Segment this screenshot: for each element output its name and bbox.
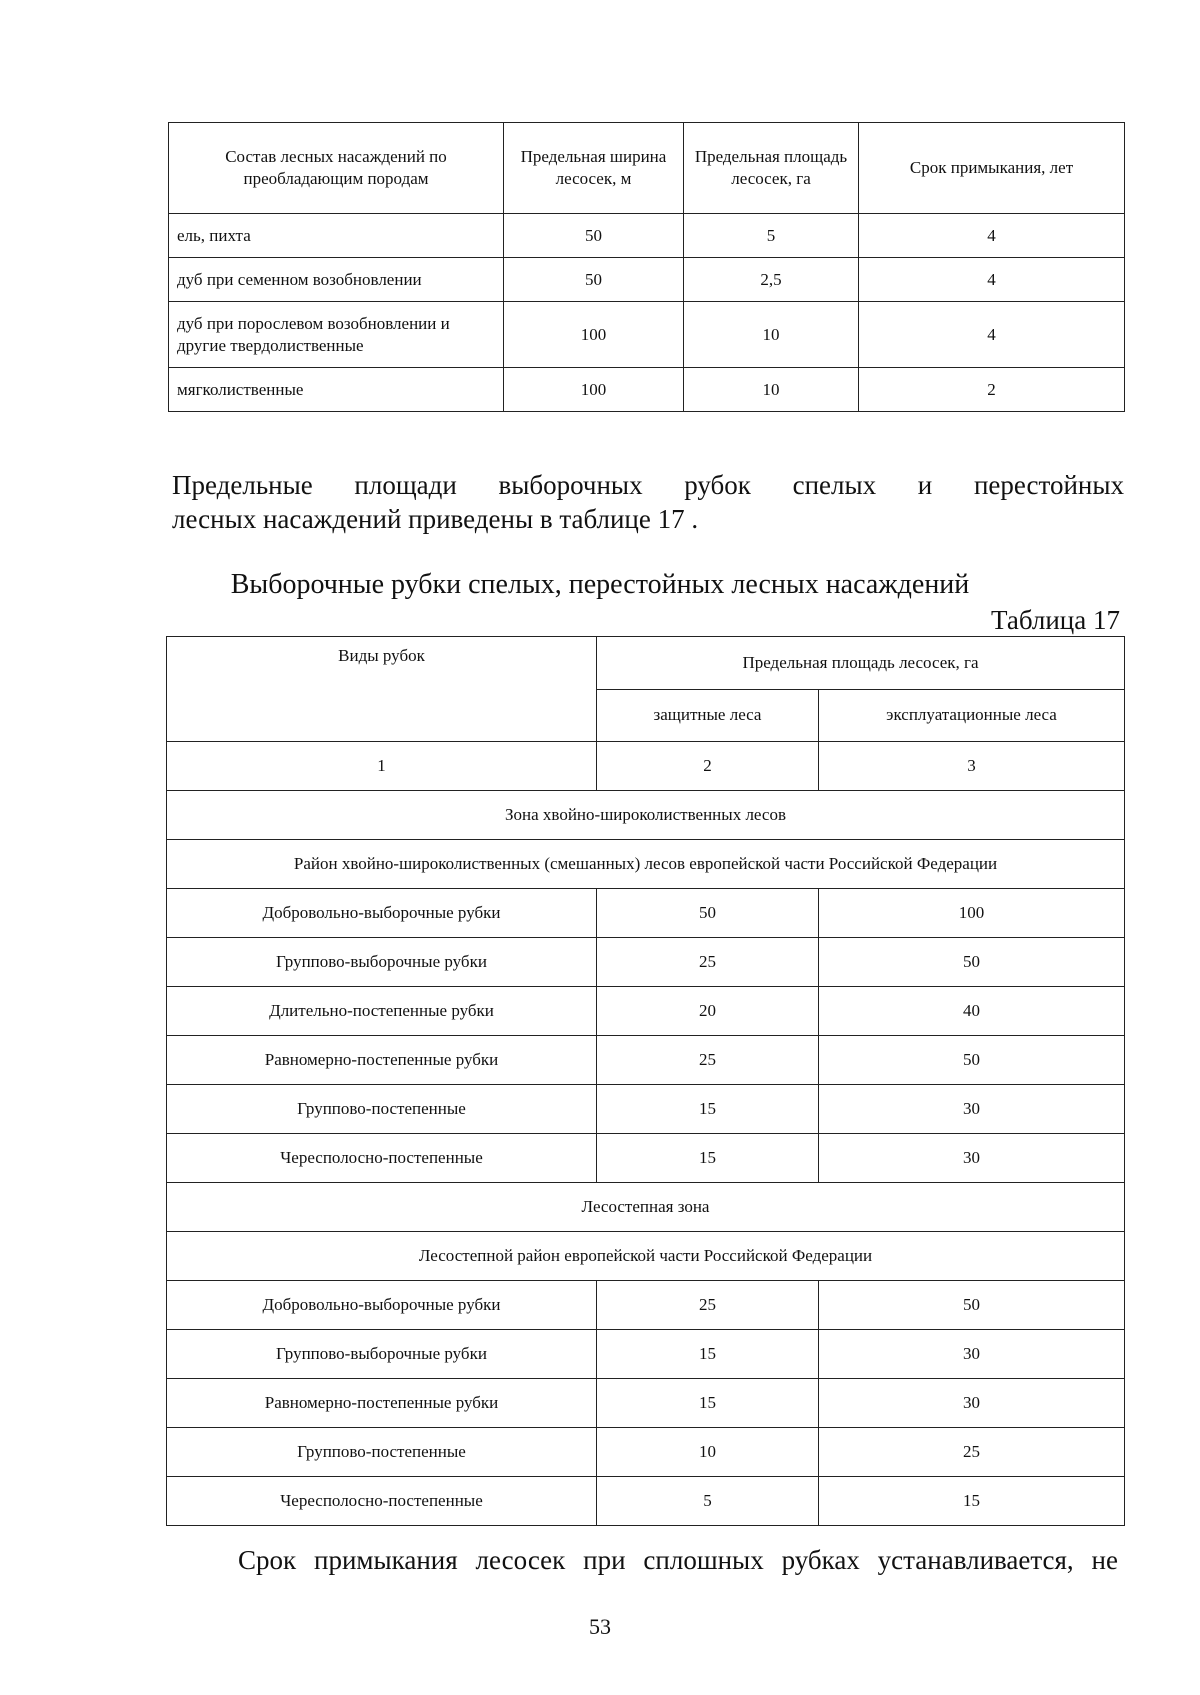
table-cell: Длительно-постепенные рубки xyxy=(167,987,597,1036)
table-cell: 4 xyxy=(859,214,1125,258)
table-cell: 5 xyxy=(597,1477,819,1526)
table-cell: дуб при семенном возобновлении xyxy=(169,258,504,302)
table-cell: 50 xyxy=(819,1281,1125,1330)
table-cell: 100 xyxy=(504,302,684,368)
table-cell: Добровольно-выборочные рубки xyxy=(167,889,597,938)
table-row xyxy=(167,987,1125,1036)
table-cell: 40 xyxy=(819,987,1125,1036)
table-cell: 1 xyxy=(167,742,597,791)
table-cell: 50 xyxy=(819,938,1125,987)
table-row xyxy=(167,1085,1125,1134)
table-header-row xyxy=(169,123,1125,214)
header-max-area: Предельная площадь лесосек, га xyxy=(684,123,859,214)
table-cell: 15 xyxy=(819,1477,1125,1526)
table-row xyxy=(169,368,1125,412)
zone-label: Зона хвойно-широколиственных лесов xyxy=(167,791,1125,840)
table-cell: Равномерно-постепенные рубки xyxy=(167,1379,597,1428)
table-row xyxy=(169,302,1125,368)
table-cell: 20 xyxy=(597,987,819,1036)
page-number: 53 xyxy=(589,1614,611,1639)
table-header-row xyxy=(167,637,1125,690)
selective-cutting-table xyxy=(166,636,1125,1526)
region-row xyxy=(167,1232,1125,1281)
table-row xyxy=(167,1134,1125,1183)
table-cell: 2 xyxy=(597,742,819,791)
table-cell: 3 xyxy=(819,742,1125,791)
table-cell: 15 xyxy=(597,1330,819,1379)
region-label: Лесостепной район европейской части Российской Федерации xyxy=(167,1232,1125,1281)
table-cell: 15 xyxy=(597,1379,819,1428)
table-cell: 2 xyxy=(859,368,1125,412)
table-cell: 50 xyxy=(819,1036,1125,1085)
table-cell: 4 xyxy=(859,302,1125,368)
zone-row xyxy=(167,1183,1125,1232)
table-row xyxy=(167,1036,1125,1085)
table-row xyxy=(167,1330,1125,1379)
header-protective-forests: защитные леса xyxy=(597,689,819,742)
table-cell: мягколиственные xyxy=(169,368,504,412)
table-cell: 25 xyxy=(597,1036,819,1085)
table-cell: Чересполосно-постепенные xyxy=(167,1134,597,1183)
table-cell: Группово-постепенные xyxy=(167,1428,597,1477)
paragraph-line-1: Предельные площади выборочных рубок спелых и перестойных xyxy=(172,470,1124,500)
table-cell: 10 xyxy=(684,368,859,412)
table-cell: 30 xyxy=(819,1379,1125,1428)
table-cell: ель, пихта xyxy=(169,214,504,258)
header-adjacency-term: Срок примыкания, лет xyxy=(859,123,1125,214)
table-cell: 5 xyxy=(684,214,859,258)
table-cell: 100 xyxy=(504,368,684,412)
column-number-row xyxy=(167,742,1125,791)
table-row xyxy=(169,258,1125,302)
table-cell: 10 xyxy=(597,1428,819,1477)
table-cell: Группово-выборочные рубки xyxy=(167,938,597,987)
table-row xyxy=(167,938,1125,987)
table-cell: 2,5 xyxy=(684,258,859,302)
table-cell: дуб при порослевом возобновлении и другие твердолиственные xyxy=(169,302,504,368)
paragraph-line-2: лесных насаждений приведены в таблице 17 . xyxy=(172,504,699,534)
table-row xyxy=(167,889,1125,938)
table-cell: Добровольно-выборочные рубки xyxy=(167,1281,597,1330)
zone-label: Лесостепная зона xyxy=(167,1183,1125,1232)
table-row xyxy=(167,1379,1125,1428)
paragraph-continuation: Срок примыкания лесосек при сплошных рубках устанавливается, не xyxy=(238,1545,1118,1575)
table-cell: 4 xyxy=(859,258,1125,302)
region-row xyxy=(167,840,1125,889)
table-cell: 50 xyxy=(597,889,819,938)
table-cell: 25 xyxy=(597,1281,819,1330)
table-number: Таблица 17 xyxy=(991,605,1120,635)
table-row xyxy=(169,214,1125,258)
table-cell: 15 xyxy=(597,1134,819,1183)
table-cell: 50 xyxy=(504,258,684,302)
clearcut-limits-table xyxy=(168,122,1125,412)
table-cell: Равномерно-постепенные рубки xyxy=(167,1036,597,1085)
table-cell: 10 xyxy=(684,302,859,368)
header-max-area-group: Предельная площадь лесосек, га xyxy=(597,637,1125,690)
region-label: Район хвойно-широколиственных (смешанных) лесов европейской части Российской Федерации xyxy=(167,840,1125,889)
table-cell: Группово-выборочные рубки xyxy=(167,1330,597,1379)
table-cell: 50 xyxy=(504,214,684,258)
header-composition: Состав лесных насаждений по преобладающим породам xyxy=(169,123,504,214)
table-cell: 30 xyxy=(819,1085,1125,1134)
table-row xyxy=(167,1477,1125,1526)
table-cell: Чересполосно-постепенные xyxy=(167,1477,597,1526)
table-cell: 30 xyxy=(819,1330,1125,1379)
table-cell: 25 xyxy=(597,938,819,987)
header-cutting-type: Виды рубок xyxy=(167,637,597,742)
table-cell: Группово-постепенные xyxy=(167,1085,597,1134)
table-cell: 25 xyxy=(819,1428,1125,1477)
zone-row xyxy=(167,791,1125,840)
table-cell: 30 xyxy=(819,1134,1125,1183)
table-row xyxy=(167,1428,1125,1477)
table-title: Выборочные рубки спелых, перестойных лесных насаждений xyxy=(230,569,970,600)
header-max-width: Предельная ширина лесосек, м xyxy=(504,123,684,214)
table-row xyxy=(167,1281,1125,1330)
header-production-forests: эксплуатационные леса xyxy=(819,689,1125,742)
table-cell: 100 xyxy=(819,889,1125,938)
table-cell: 15 xyxy=(597,1085,819,1134)
